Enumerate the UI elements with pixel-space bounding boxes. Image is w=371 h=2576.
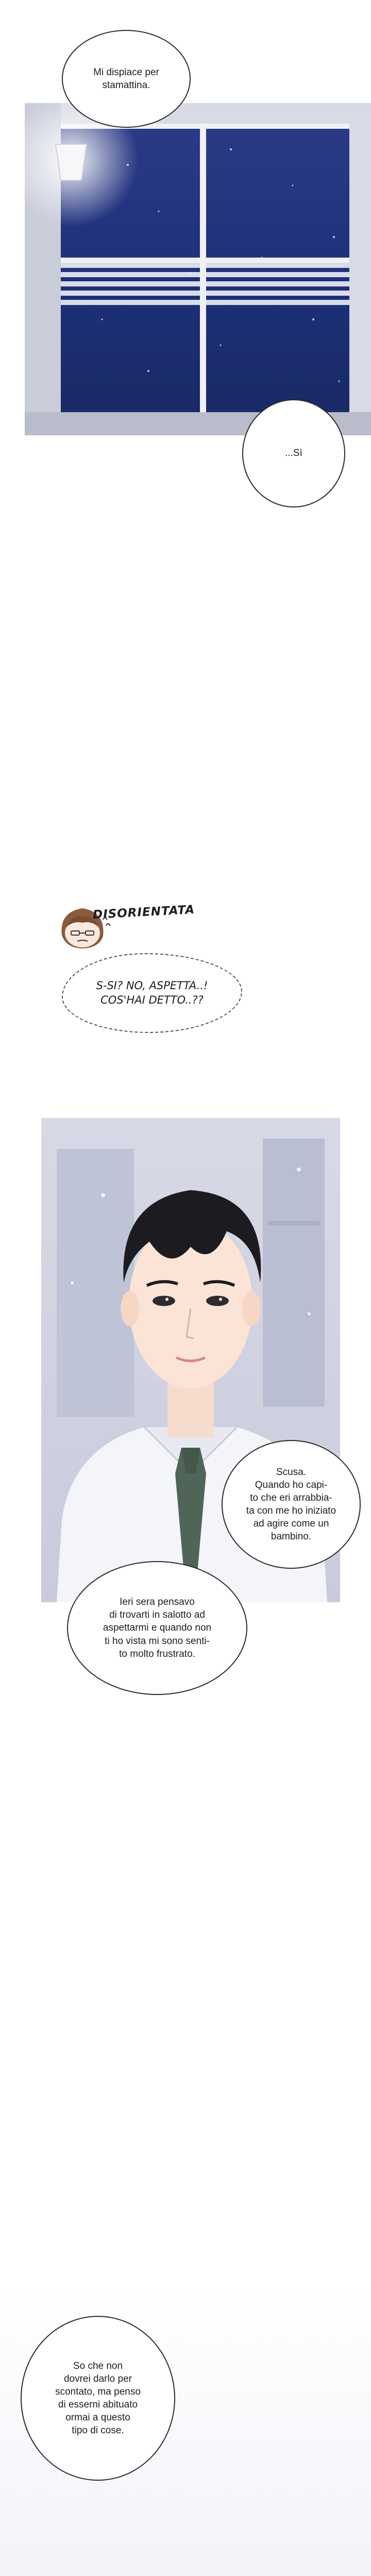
speech-bubble-scusa-text: Scusa. Quando ho capi- to che eri arrabbia- ta con me ho iniziato ad agire come un bambino. <box>246 1466 336 1543</box>
sfx-disorientata: DISORIENTATA <box>92 903 195 922</box>
window-night-illustration <box>25 103 371 435</box>
speech-bubble-yes-text: ...Sì <box>285 448 302 459</box>
thought-bubble-confused-text: S-SI? NO, ASPETTA..! COS'HAI DETTO..?? <box>96 979 208 1006</box>
speech-bubble-apology <box>62 30 191 128</box>
speech-bubble-apology-text: Mi dispiace per stamattina. <box>93 66 159 91</box>
speech-bubble-scontato <box>21 2316 175 2481</box>
speech-bubble-ieri-sera-text: Ieri sera pensavo di trovarti in salotto ad aspettarmi e quando non ti ho vista mi sono senti- to molto frustrato. <box>103 1597 212 1659</box>
speech-bubble-ieri-sera <box>67 1561 247 1695</box>
panel-window-night <box>25 103 371 435</box>
speech-bubble-scusa <box>222 1440 361 1569</box>
speech-bubble-scontato-text: So che non dovrei darlo per scontato, ma penso di esserni abituato ormai a questo tipo di cose. <box>55 2360 141 2436</box>
speech-bubble-yes <box>242 399 345 507</box>
thought-bubble-confused <box>62 953 242 1033</box>
